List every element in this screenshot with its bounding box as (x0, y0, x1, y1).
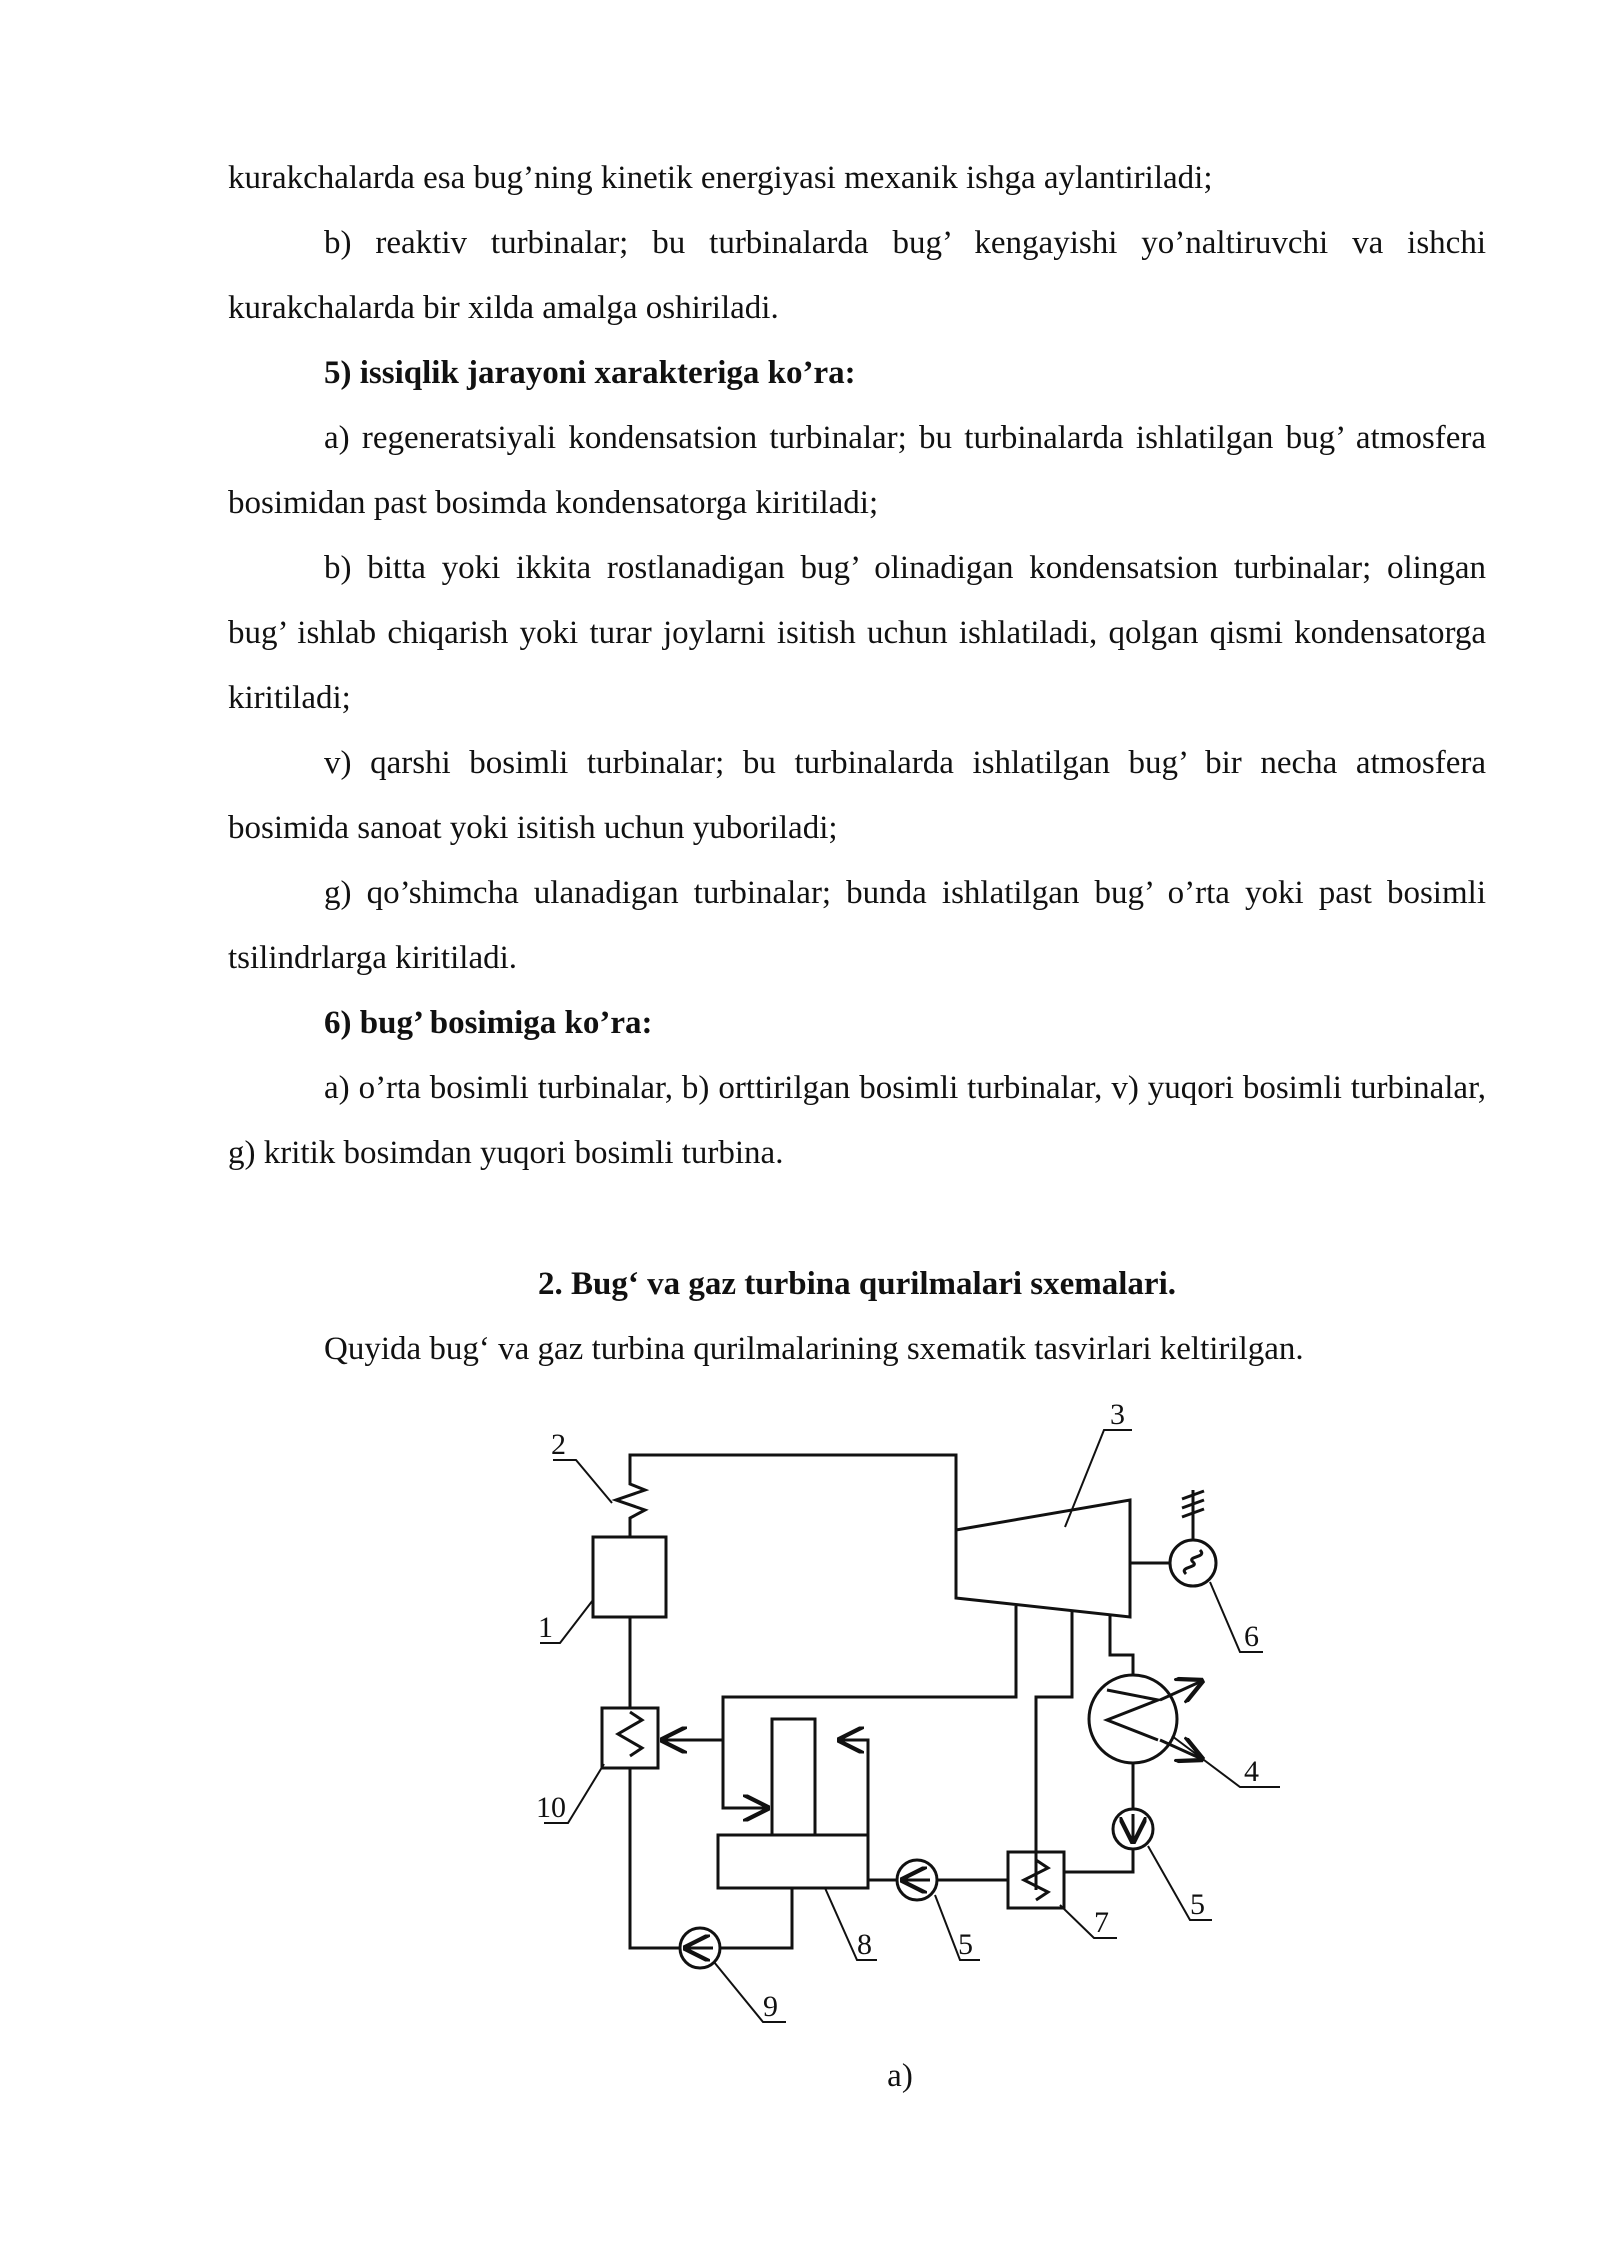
main-steam-line (630, 1455, 956, 1530)
intro-text: Quyida bug‘ va gaz turbina qurilmalarining sxematik tasvirlari keltirilgan. (324, 1331, 1304, 1367)
boiler (593, 1537, 666, 1617)
paragraph: b) reaktiv turbinalar; bu turbinalarda bug’ kengayishi yo’naltiruvchi va ishchi kurakchalarda bir xilda amalga oshiriladi. (228, 225, 1486, 326)
deaerator-column (772, 1719, 815, 1835)
paragraph: g) qo’shimcha ulanadigan turbinalar; bunda ishlatilgan bug’ o’rta yoki past bosimli tsilindrlarga kiritiladi. (228, 875, 1486, 976)
deaerator-tank (718, 1835, 868, 1888)
label-9: 9 (763, 1990, 778, 2023)
subheading: 5) issiqlik jarayoni xarakteriga ko’ra: (324, 355, 856, 391)
label-4: 4 (1244, 1755, 1259, 1788)
condenser (1089, 1675, 1177, 1763)
label-1: 1 (538, 1611, 553, 1644)
tilde-icon (1184, 1550, 1202, 1574)
feedwater-line (630, 1768, 680, 1948)
figure-caption: a) (887, 2058, 913, 2094)
paragraph: a) o’rta bosimli turbinalar, b) orttirilgan bosimli turbinalar, v) yuqori bosimli turbinalar, g) kritik bosimdan yuqori bosimli turbina. (228, 1070, 1486, 1171)
turbine (956, 1500, 1130, 1617)
condensate-line (1064, 1849, 1133, 1872)
label-2: 2 (551, 1428, 566, 1461)
paragraph: v) qarshi bosimli turbinalar; bu turbinalarda ishlatilgan bug’ bir necha atmosfera bosimida sanoat yoki isitish uchun yuboriladi; (228, 745, 1486, 846)
label-7: 7 (1094, 1906, 1109, 1939)
extraction-line (723, 1606, 1016, 1718)
exhaust-line (1110, 1615, 1133, 1675)
paragraph: b) bitta yoki ikkita rostlanadigan bug’ olinadigan kondensatsion turbinalar; olingan bug’ ishlab chiqarish yoki turar joylarni isitish uchun ishlatiladi, qolgan qismi kondensatorga kiritiladi; (228, 550, 1486, 716)
leader-line (1172, 1736, 1280, 1787)
leader-line (553, 1460, 612, 1503)
label-5: 5 (1190, 1888, 1205, 1921)
extraction-line (1036, 1611, 1072, 1890)
condenser-coil (1107, 1690, 1158, 1740)
superheater (616, 1464, 645, 1537)
section-heading: 2. Bug‘ va gaz turbina qurilmalari sxemalari. (538, 1266, 1176, 1302)
label-5: 5 (958, 1928, 973, 1961)
leader-line (1065, 1430, 1132, 1527)
economizer (602, 1708, 658, 1768)
paragraph: kurakchalarda esa bug’ning kinetik energiyasi mexanik ishga aylantiriladi; (228, 160, 1213, 196)
feedwater-out (720, 1888, 792, 1948)
label-6: 6 (1244, 1620, 1259, 1653)
label-3: 3 (1110, 1398, 1125, 1431)
paragraph: a) regeneratsiyali kondensatsion turbinalar; bu turbinalarda ishlatilgan bug’ atmosfera bosimidan past bosimda kondensatorga kiritiladi; (228, 420, 1486, 521)
label-10: 10 (536, 1791, 566, 1824)
subheading: 6) bug’ bosimiga ko’ra: (324, 1005, 653, 1041)
label-8: 8 (857, 1928, 872, 1961)
economizer-coil (618, 1712, 642, 1756)
extraction-to-deaerator (723, 1718, 770, 1808)
